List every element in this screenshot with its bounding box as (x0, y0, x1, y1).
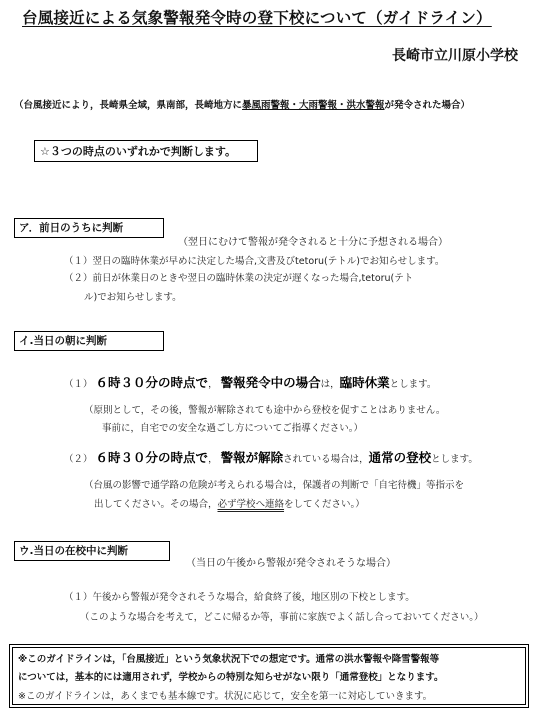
section-b-note-1a: （原則として，その後，警報が解除されても途中から登校を促すことはありません。 (84, 405, 446, 416)
item-number: （１） (64, 379, 93, 390)
section-a-item-2-line-1: （２）前日が休業日のときや翌日の臨時休業の決定が遅くなった場合,tetoru(テト (64, 273, 414, 284)
note-text: をしてください。） (284, 499, 365, 510)
note-text: 出してください。その場合， (94, 499, 218, 510)
item-number: （２） (64, 454, 93, 465)
section-a-item-1: （１）翌日の臨時休業が早めに決定した場合,文書及びtetoru(テトル)でお知らせします。 (64, 256, 445, 267)
section-b-item-1 (64, 373, 436, 391)
warning-condition: 警報が解除 (220, 450, 284, 465)
section-b-item-2 (64, 448, 478, 466)
contact-school: 必ず学校へ連絡 (217, 499, 285, 510)
separator: ， (208, 379, 218, 390)
school-name: 長崎市立川原小学校 (392, 48, 518, 64)
time-label: ６時３０分の時点で (95, 450, 209, 465)
section-b-note-2a: （台風の影響で通学路の危険が考えられる場合は，保護者の判断で「自宅待機」等指示を (84, 480, 465, 491)
section-b-label: イ.当日の朝に判断 (14, 331, 164, 351)
result-normal: 通常の登校 (368, 450, 432, 465)
footer-line-2: については，基本的には適用されず，学校からの特別な知らせがない限り「通常登校」となります。 (18, 672, 444, 683)
section-a-item-2-line-2: ル)でお知らせします。 (84, 292, 182, 303)
particle: は， (320, 379, 340, 390)
section-c-note: （当日の午後から警報が発令されそうな場合） (186, 558, 396, 569)
section-b-note-2b (94, 496, 365, 510)
time-label: ６時３０分の時点で (95, 375, 209, 390)
footer-line-1: ※このガイドラインは，「台風接近」という気象状況下での想定です。通常の洪水警報や降雪警報等 (18, 654, 440, 665)
section-c-item-1-note: （このような場合を考えて，どこに帰るか等，事前に家族でよく話し合っておいてください。） (80, 612, 484, 623)
warning-condition: 警報発令中の場合 (220, 375, 321, 390)
particle: されている場合は， (283, 454, 369, 465)
footer-box (9, 644, 529, 708)
section-a-label: ア．前日のうちに判断 (14, 218, 164, 238)
condition-before: （台風接近により，長崎県全域，県南部，長崎地方に (14, 100, 243, 111)
judge-box: ☆３つの時点のいずれかで判断します。 (34, 140, 258, 162)
section-a-note: （翌日にむけて警報が発令されると十分に予想される場合） (178, 237, 448, 248)
condition-line (14, 97, 470, 111)
separator: ， (208, 454, 218, 465)
page-title: 台風接近による気象警報発令時の登下校について（ガイドライン） (22, 9, 492, 27)
section-c-label: ウ.当日の在校中に判断 (14, 541, 170, 561)
result-closed: 臨時休業 (339, 375, 390, 390)
footer-line-3: ※このガイドラインは，あくまでも基本線です。状況に応じて，安全を第一に対応していきます。 (18, 691, 433, 702)
condition-warnings: 暴風雨警報・大雨警報・洪水警報 (242, 100, 385, 111)
section-c-item-1: （１）午後から警報が発令されそうな場合，給食終了後，地区別の下校とします。 (64, 592, 415, 603)
condition-after: が発令された場合） (384, 100, 471, 111)
item-end: とします。 (389, 379, 437, 390)
item-end: とします。 (431, 454, 478, 465)
section-b-note-1b: 事前に，自宅での安全な過ごし方についてご指導ください。） (102, 423, 364, 434)
